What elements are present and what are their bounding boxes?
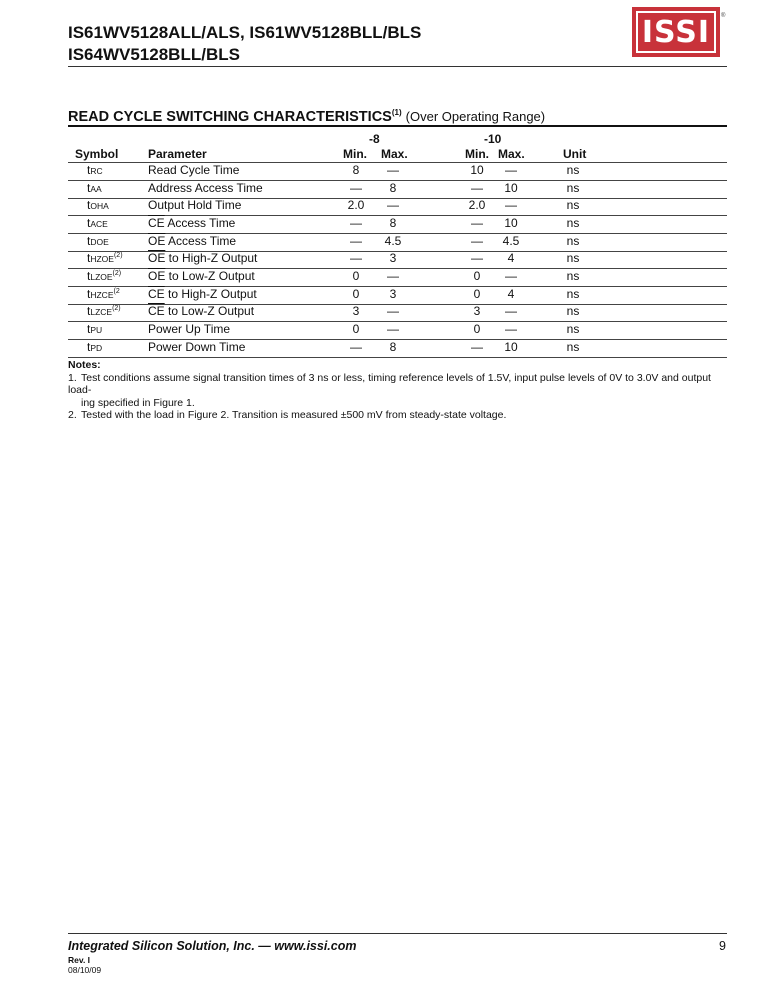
section-title-text: READ CYCLE SWITCHING CHARACTERISTICS xyxy=(68,108,392,125)
note-text: Tested with the load in Figure 2. Transition is measured ±500 mV from steady-state voltage. xyxy=(81,409,507,421)
min8-cell: — xyxy=(350,251,362,266)
parameter-cell xyxy=(148,234,236,248)
table-row xyxy=(0,251,772,269)
min10-cell: 2.0 xyxy=(468,198,486,213)
symbol-subscript: HZOE xyxy=(90,254,114,265)
signal-name-overlined: $\overline{OE}$ xyxy=(148,233,166,248)
parameter-text: to Low-Z Output xyxy=(164,304,255,319)
symbol-subscript: AA xyxy=(90,183,102,194)
symbol-cell xyxy=(87,234,109,248)
unit-cell: ns xyxy=(566,304,580,319)
min10-cell: 10 xyxy=(470,163,484,177)
symbol-subscript: RC xyxy=(90,166,103,176)
symbol-footnote: (2 xyxy=(113,287,120,295)
note-text: Test conditions assume signal transition times of 3 ns or less, timing reference levels of 1.5V, input pulse levels of 0V to 3.0V and output load- xyxy=(68,371,711,396)
parameter-text: to High-Z Output xyxy=(165,251,258,266)
symbol-footnote: (2) xyxy=(112,305,121,313)
speed-grade-8: -8 xyxy=(369,132,380,146)
max8-cell: — xyxy=(387,198,399,213)
title-divider xyxy=(68,125,727,127)
max8-cell: — xyxy=(387,268,399,283)
min8-cell: 8 xyxy=(352,163,360,177)
header-unit: Unit xyxy=(563,147,587,161)
table-row xyxy=(0,322,772,340)
unit-cell: ns xyxy=(566,321,580,336)
max10-cell: 10 xyxy=(504,339,518,354)
parameter-cell: Power Up Time xyxy=(148,321,231,336)
unit-cell: ns xyxy=(566,286,580,301)
min10-cell: 0 xyxy=(473,321,481,336)
section-subtitle: (Over Operating Range) xyxy=(405,108,546,124)
min8-cell: 0 xyxy=(352,286,360,301)
unit-cell: ns xyxy=(566,198,580,213)
revision-label: Rev. I xyxy=(68,955,91,965)
symbol-footnote: (2) xyxy=(112,269,122,277)
max8-cell: — xyxy=(387,304,399,319)
max8-cell: 8 xyxy=(389,339,397,354)
notes-section xyxy=(68,359,728,422)
symbol-base: t xyxy=(87,286,91,301)
symbol-base: t xyxy=(87,251,91,266)
table-row xyxy=(0,340,772,358)
max8-cell: 3 xyxy=(389,251,397,266)
min8-cell: 2.0 xyxy=(347,198,365,213)
symbol-cell xyxy=(87,163,103,177)
max10-cell: 4.5 xyxy=(502,233,520,248)
table-row xyxy=(0,269,772,287)
table-row xyxy=(0,287,772,305)
section-title-footnote: (1) xyxy=(391,108,402,117)
parameter-cell xyxy=(148,287,257,301)
min8-cell: — xyxy=(350,233,362,248)
min8-cell: 3 xyxy=(352,304,360,319)
parameter-cell: Read Cycle Time xyxy=(148,163,240,177)
header-symbol: Symbol xyxy=(75,147,119,161)
max8-cell: 3 xyxy=(389,286,397,301)
symbol-base: t xyxy=(87,198,91,213)
parameter-cell: Power Down Time xyxy=(148,339,246,354)
table-row xyxy=(0,198,772,216)
symbol-footnote: (2) xyxy=(113,252,123,260)
max8-cell: 4.5 xyxy=(384,233,402,248)
symbol-cell xyxy=(87,287,120,301)
min10-cell: 0 xyxy=(473,286,481,301)
symbol-subscript: PD xyxy=(90,342,103,353)
max8-cell: — xyxy=(387,163,399,177)
revision-date: 08/10/09 xyxy=(68,965,102,975)
symbol-subscript: PU xyxy=(90,324,103,335)
unit-cell: ns xyxy=(566,180,580,195)
table-row xyxy=(0,216,772,234)
symbol-subscript: ACE xyxy=(90,218,108,229)
symbol-cell xyxy=(87,340,102,354)
max10-cell: 10 xyxy=(504,180,518,195)
parameter-text: to Low-Z Output xyxy=(165,268,255,283)
parameter-cell: Address Access Time xyxy=(148,180,263,195)
parameter-cell xyxy=(148,269,255,283)
min10-cell: 3 xyxy=(473,304,481,319)
header-max-8: Max. xyxy=(381,147,408,161)
min8-cell: 0 xyxy=(352,321,360,336)
symbol-cell xyxy=(87,216,108,230)
symbol-base: t xyxy=(87,321,91,336)
unit-cell: ns xyxy=(566,268,580,283)
parameter-cell xyxy=(148,251,257,265)
speed-grade-10: -10 xyxy=(484,132,502,146)
unit-cell: ns xyxy=(566,163,580,177)
max10-cell: — xyxy=(505,321,517,336)
symbol-base: t xyxy=(87,163,91,177)
parameter-cell: Output Hold Time xyxy=(148,198,242,213)
symbol-base: t xyxy=(87,233,91,248)
unit-cell: ns xyxy=(566,215,580,230)
document-header xyxy=(68,22,421,66)
symbol-subscript: HZCE xyxy=(90,289,114,300)
min10-cell: — xyxy=(471,215,483,230)
symbol-cell xyxy=(87,269,121,283)
part-number-line-2: IS64WV5128BLL/BLS xyxy=(68,45,240,64)
min8-cell: 0 xyxy=(352,268,360,283)
note-text-continued: ing specified in Figure 1. xyxy=(81,396,195,409)
min10-cell: — xyxy=(471,180,483,195)
header-min-10: Min. xyxy=(465,147,489,161)
min10-cell: 0 xyxy=(473,268,481,283)
max10-cell: — xyxy=(505,198,517,213)
registered-mark: ® xyxy=(721,13,726,19)
parameter-text: Access Time xyxy=(164,215,236,230)
signal-name-overlined: $\overline{OE}$ xyxy=(148,268,166,283)
header-max-10: Max. xyxy=(498,147,525,161)
min8-cell: — xyxy=(350,215,362,230)
note-2 xyxy=(68,409,728,422)
min8-cell: — xyxy=(350,339,362,354)
parameter-cell xyxy=(148,304,254,318)
signal-name-overlined: $\overline{CE}$ xyxy=(148,304,165,319)
unit-cell: ns xyxy=(566,233,580,248)
part-number-line-1: IS61WV5128ALL/ALS, IS61WV5128BLL/BLS xyxy=(68,23,422,42)
note-number: 2. xyxy=(68,409,77,421)
min8-cell: — xyxy=(350,180,362,195)
symbol-cell xyxy=(87,251,123,265)
parameter-cell xyxy=(148,216,235,230)
symbol-subscript: LZOE xyxy=(90,271,113,282)
parameter-text: Access Time xyxy=(165,233,237,248)
max10-cell: — xyxy=(505,268,517,283)
unit-cell: ns xyxy=(566,251,580,266)
min10-cell: — xyxy=(471,233,483,248)
row-divider xyxy=(68,357,727,358)
symbol-base: t xyxy=(87,268,91,283)
page-number: 9 xyxy=(719,939,726,953)
signal-name-overlined: $\overline{OE}$ xyxy=(148,251,166,266)
symbol-subscript: OHA xyxy=(90,201,109,212)
symbol-cell xyxy=(87,198,109,212)
min10-cell: — xyxy=(471,339,483,354)
footer-divider xyxy=(68,933,727,934)
min10-cell: — xyxy=(471,251,483,266)
max10-cell: 4 xyxy=(507,251,515,266)
symbol-cell xyxy=(87,322,102,336)
signal-name-overlined: $\overline{CE}$ xyxy=(148,215,165,230)
note-number: 1. xyxy=(68,371,77,384)
section-title xyxy=(68,108,545,125)
note-1 xyxy=(68,372,728,410)
table-row xyxy=(0,181,772,199)
logo-text: ISSI xyxy=(641,14,711,50)
max8-cell: 8 xyxy=(389,215,397,230)
table-row xyxy=(0,163,772,181)
issi-logo xyxy=(632,7,720,57)
max10-cell: 4 xyxy=(507,286,515,301)
table-row xyxy=(0,304,772,322)
max10-cell: 10 xyxy=(504,215,518,230)
notes-heading: Notes: xyxy=(68,359,101,371)
header-divider xyxy=(68,66,727,67)
max10-cell: — xyxy=(505,304,517,319)
symbol-base: t xyxy=(87,339,91,354)
max8-cell: 8 xyxy=(389,180,397,195)
parameter-text: to High-Z Output xyxy=(164,286,257,301)
footer-company: Integrated Silicon Solution, Inc. — www.issi.com xyxy=(68,939,357,953)
symbol-base: t xyxy=(87,304,91,319)
symbol-cell xyxy=(87,304,121,318)
symbol-base: t xyxy=(87,180,91,195)
max10-cell: — xyxy=(505,163,517,177)
header-parameter: Parameter xyxy=(148,147,207,161)
symbol-cell xyxy=(87,181,102,195)
symbol-subscript: DOE xyxy=(90,236,109,247)
symbol-subscript: LZCE xyxy=(90,307,113,318)
symbol-base: t xyxy=(87,215,91,230)
signal-name-overlined: $\overline{CE}$ xyxy=(148,286,165,301)
header-min-8: Min. xyxy=(343,147,367,161)
logo-frame xyxy=(636,11,716,53)
unit-cell: ns xyxy=(566,339,580,354)
max8-cell: — xyxy=(387,321,399,336)
table-row xyxy=(0,234,772,252)
